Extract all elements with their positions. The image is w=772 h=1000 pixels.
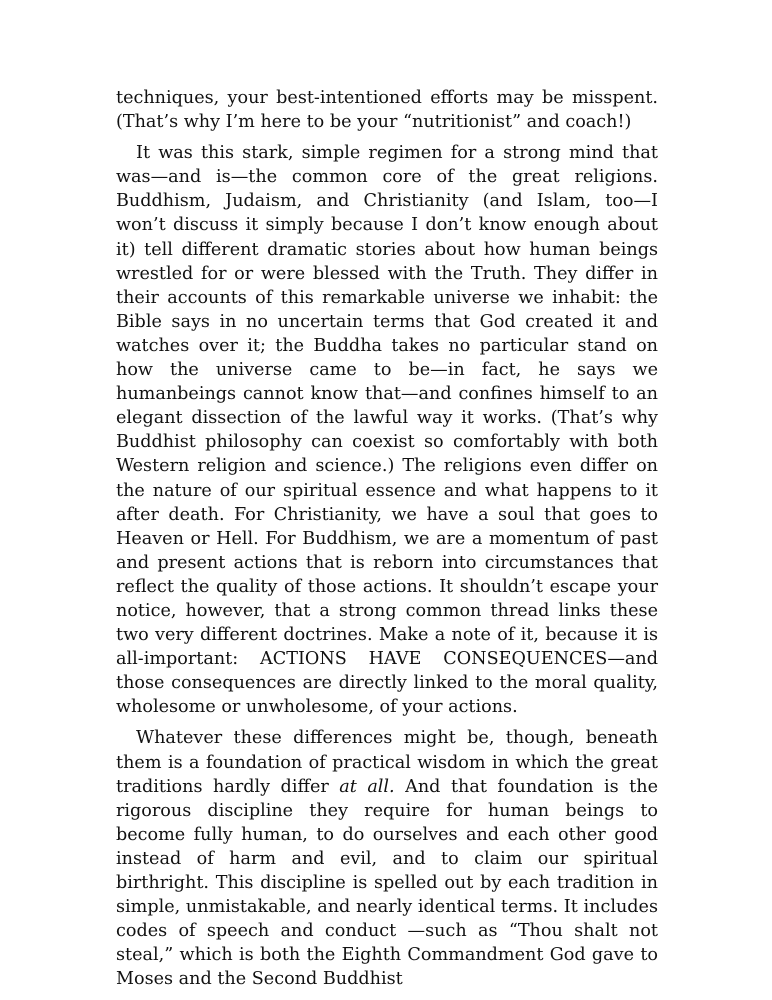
paragraph-3-emphasis: at all. bbox=[339, 776, 395, 797]
paragraph-1-text: techniques, your best-intentioned efforts may be misspent. (That’s why I’m here to be your “nutritionist” and coach!) bbox=[116, 88, 658, 133]
book-page-text bbox=[116, 86, 658, 991]
paragraph-1 bbox=[116, 86, 658, 134]
paragraph-2 bbox=[116, 141, 658, 719]
paragraph-3 bbox=[116, 726, 658, 991]
paragraph-3-text-start: Whatever these differences might be, though, beneath them is a foundation of practical wisdom in which the great traditions hardly differ bbox=[116, 728, 658, 797]
paragraph-3-text-end: And that foundation is the rigorous discipline they require for human beings to become fully human, to do ourselves and each other good instead of harm and evil, and to claim our spiritual birthright. This discipline is spelled out by each tradition in simple, unmistakable, and nearly identical terms. It includes codes of speech and conduct —such as “Thou shalt not steal,” which is both the Eighth Commandment God gave to Moses and the Second Buddhist bbox=[116, 776, 658, 990]
paragraph-2-text: It was this stark, simple regimen for a strong mind that was—and is—the common core of the great religions. Buddhism, Judaism, and Christianity (and Islam, too—I won’t discuss it simply because I don’t know enough about it) tell different dramatic stories about how human beings wrestled for or were blessed with the Truth. They differ in their accounts of this remarkable universe we inhabit: the Bible says in no uncertain terms that God created it and watches over it; the Buddha takes no particular stand on how the universe came to be—in fact, he says we humanbeings cannot know that—and confines himself to an elegant dissection of the lawful way it works. (That’s why Buddhist philosophy can coexist so comfortably with both Western religion and science.) The religions even differ on the nature of our spiritual essence and what happens to it after death. For Christianity, we have a soul that goes to Heaven or Hell. For Buddhism, we are a momentum of past and present actions that is reborn into circumstances that reflect the quality of those actions. It shouldn’t escape your notice, however, that a strong common thread links these two very different doctrines. Make a note of it, because it is all-important: ACTIONS HAVE CONSEQUENCES—and those consequences are directly linked to the moral quality, wholesome or unwholesome, of your actions. bbox=[116, 143, 658, 718]
